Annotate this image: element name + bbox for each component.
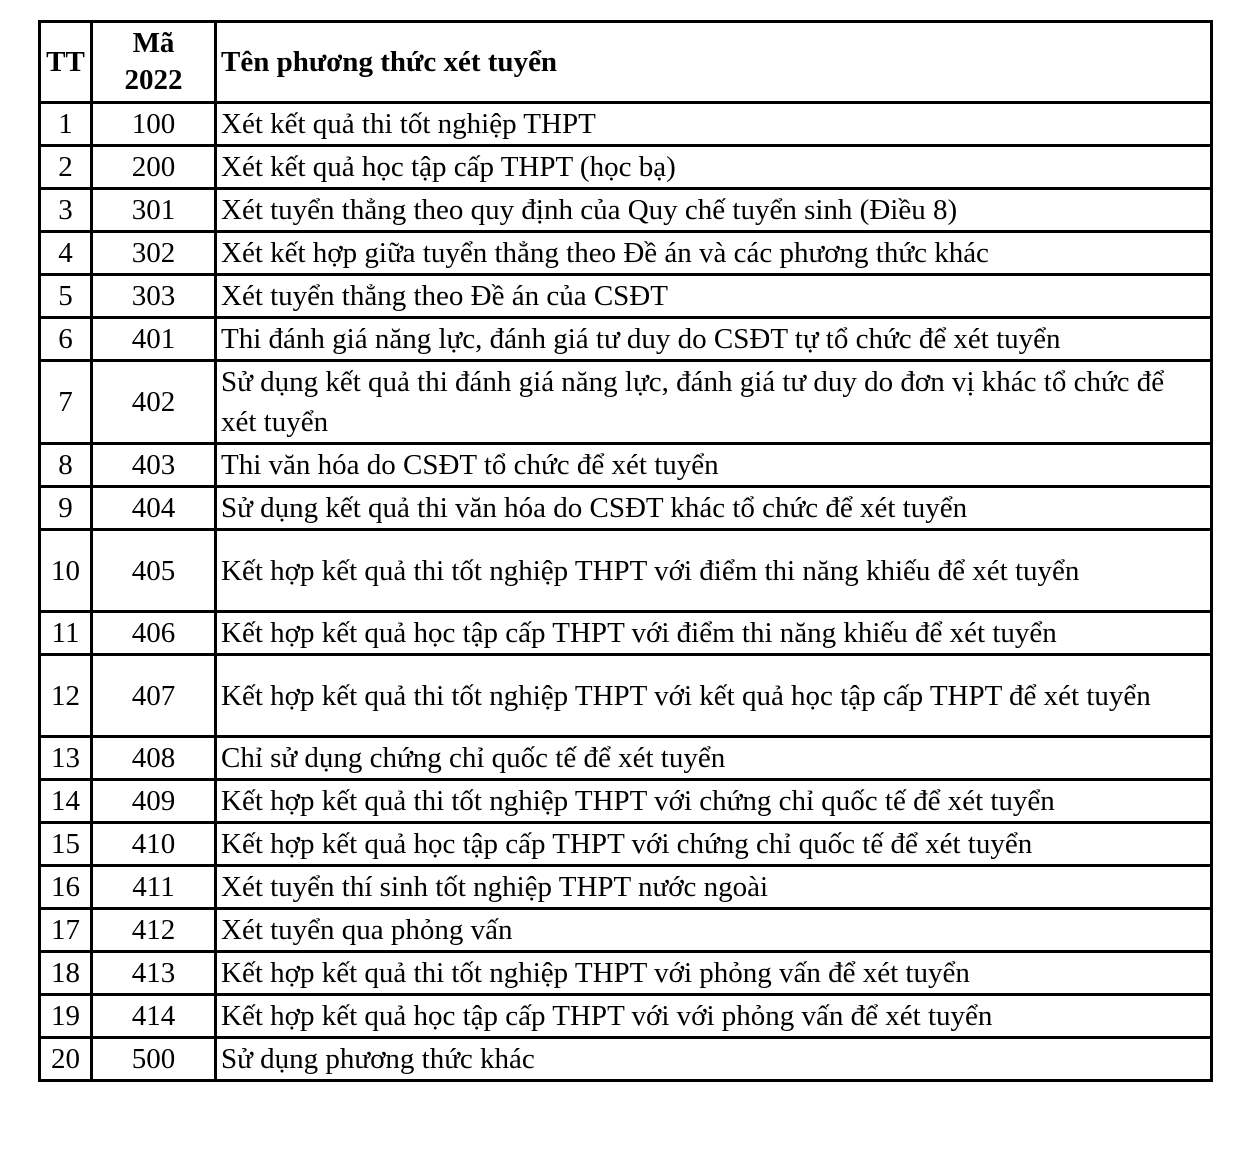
row-ma: 404: [92, 487, 216, 530]
row-method-name: Thi đánh giá năng lực, đánh giá tư duy do CSĐT tự tổ chức để xét tuyển: [216, 318, 1212, 361]
row-tt: 5: [40, 275, 92, 318]
table-row: [40, 361, 1212, 444]
row-method-name: Kết hợp kết quả học tập cấp THPT với với phỏng vấn để xét tuyển: [216, 995, 1212, 1038]
table-row: [40, 1038, 1212, 1081]
row-ma: 401: [92, 318, 216, 361]
row-method-name: Kết hợp kết quả học tập cấp THPT với điểm thi năng khiếu để xét tuyển: [216, 612, 1212, 655]
row-method-name: Xét tuyển thẳng theo Đề án của CSĐT: [216, 275, 1212, 318]
row-method-name: Xét kết quả học tập cấp THPT (học bạ): [216, 146, 1212, 189]
header-ma-2022: [92, 22, 216, 103]
row-method-name: Sử dụng kết quả thi văn hóa do CSĐT khác tổ chức để xét tuyển: [216, 487, 1212, 530]
row-ma: 412: [92, 909, 216, 952]
header-method-name: Tên phương thức xét tuyển: [216, 22, 1212, 103]
table-row: [40, 275, 1212, 318]
table-row: [40, 444, 1212, 487]
table-header-row: [40, 22, 1212, 103]
row-ma: 402: [92, 361, 216, 444]
table-row: [40, 780, 1212, 823]
table-row: [40, 487, 1212, 530]
row-tt: 15: [40, 823, 92, 866]
row-ma: 409: [92, 780, 216, 823]
row-ma: 303: [92, 275, 216, 318]
header-tt: TT: [40, 22, 92, 103]
table-row: [40, 318, 1212, 361]
row-tt: 13: [40, 737, 92, 780]
row-method-name: Kết hợp kết quả thi tốt nghiệp THPT với kết quả học tập cấp THPT để xét tuyển: [216, 655, 1212, 737]
table-row: [40, 909, 1212, 952]
table-row: [40, 232, 1212, 275]
row-ma: 200: [92, 146, 216, 189]
row-tt: 14: [40, 780, 92, 823]
row-method-name: Xét kết quả thi tốt nghiệp THPT: [216, 103, 1212, 146]
table-row: [40, 952, 1212, 995]
row-method-name: Xét tuyển qua phỏng vấn: [216, 909, 1212, 952]
row-method-name: Kết hợp kết quả thi tốt nghiệp THPT với chứng chỉ quốc tế để xét tuyển: [216, 780, 1212, 823]
row-method-name: Xét tuyển thẳng theo quy định của Quy chế tuyển sinh (Điều 8): [216, 189, 1212, 232]
table-row: [40, 995, 1212, 1038]
row-ma: 408: [92, 737, 216, 780]
row-method-name: Thi văn hóa do CSĐT tổ chức để xét tuyển: [216, 444, 1212, 487]
row-tt: 7: [40, 361, 92, 444]
row-tt: 12: [40, 655, 92, 737]
row-ma: 410: [92, 823, 216, 866]
row-ma: 413: [92, 952, 216, 995]
row-tt: 11: [40, 612, 92, 655]
row-ma: 407: [92, 655, 216, 737]
row-tt: 1: [40, 103, 92, 146]
row-ma: 302: [92, 232, 216, 275]
row-method-name: Xét kết hợp giữa tuyển thẳng theo Đề án và các phương thức khác: [216, 232, 1212, 275]
table-row: [40, 737, 1212, 780]
row-tt: 6: [40, 318, 92, 361]
row-tt: 20: [40, 1038, 92, 1081]
header-ma-line2: 2022: [124, 64, 183, 96]
row-tt: 3: [40, 189, 92, 232]
row-tt: 4: [40, 232, 92, 275]
table-row: [40, 530, 1212, 612]
row-ma: 301: [92, 189, 216, 232]
row-method-name: Kết hợp kết quả học tập cấp THPT với chứng chỉ quốc tế để xét tuyển: [216, 823, 1212, 866]
row-method-name: Kết hợp kết quả thi tốt nghiệp THPT với phỏng vấn để xét tuyển: [216, 952, 1212, 995]
header-ma-line1: Mã: [132, 27, 175, 59]
row-method-name: Xét tuyển thí sinh tốt nghiệp THPT nước ngoài: [216, 866, 1212, 909]
row-tt: 2: [40, 146, 92, 189]
row-tt: 8: [40, 444, 92, 487]
row-ma: 414: [92, 995, 216, 1038]
row-tt: 10: [40, 530, 92, 612]
row-method-name: Kết hợp kết quả thi tốt nghiệp THPT với điểm thi năng khiếu để xét tuyển: [216, 530, 1212, 612]
table-row: [40, 189, 1212, 232]
row-tt: 17: [40, 909, 92, 952]
table-row: [40, 655, 1212, 737]
row-ma: 405: [92, 530, 216, 612]
row-ma: 411: [92, 866, 216, 909]
row-tt: 9: [40, 487, 92, 530]
table-row: [40, 612, 1212, 655]
row-tt: 19: [40, 995, 92, 1038]
table-row: [40, 146, 1212, 189]
table-row: [40, 823, 1212, 866]
table-row: [40, 866, 1212, 909]
row-ma: 500: [92, 1038, 216, 1081]
row-ma: 100: [92, 103, 216, 146]
row-tt: 18: [40, 952, 92, 995]
row-tt: 16: [40, 866, 92, 909]
row-method-name: Sử dụng phương thức khác: [216, 1038, 1212, 1081]
table-row: [40, 103, 1212, 146]
row-method-name: Sử dụng kết quả thi đánh giá năng lực, đánh giá tư duy do đơn vị khác tổ chức để xét tuyển: [216, 361, 1212, 444]
row-ma: 403: [92, 444, 216, 487]
row-method-name: Chỉ sử dụng chứng chỉ quốc tế để xét tuyển: [216, 737, 1212, 780]
admission-methods-table: [38, 20, 1213, 1082]
row-ma: 406: [92, 612, 216, 655]
